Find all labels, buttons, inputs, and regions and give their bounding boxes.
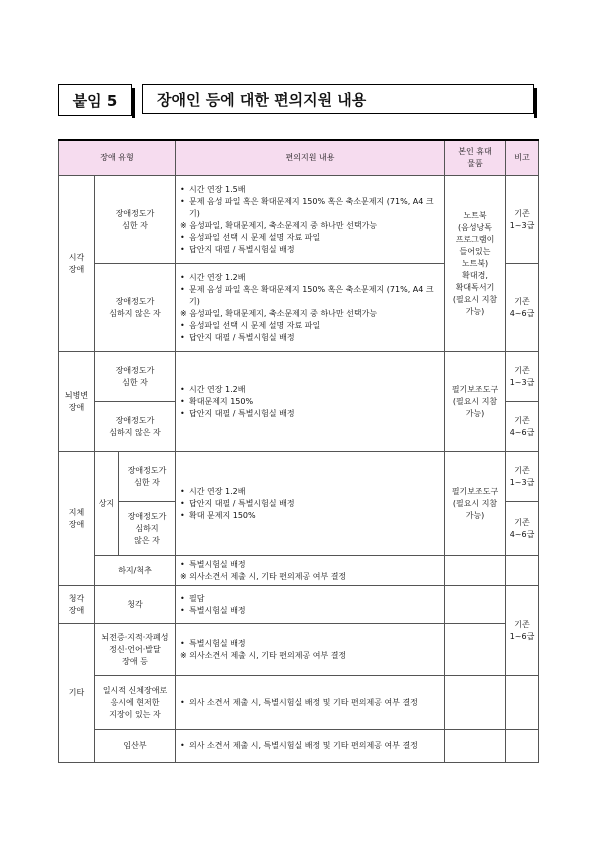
brain-severe-note: 기존 1~3급 xyxy=(506,352,539,402)
physical-mild-label: 장애정도가 심하지 않은 자 xyxy=(119,502,176,556)
hearing-items xyxy=(176,586,445,624)
list-item: • 필담 xyxy=(180,593,441,605)
category-physical: 지체 장애 xyxy=(59,452,95,586)
brain-mild-note: 기존 4~6급 xyxy=(506,402,539,452)
table-row xyxy=(59,624,539,676)
other-dev-items xyxy=(176,624,445,676)
physical-items xyxy=(176,452,445,556)
table-row xyxy=(59,452,539,502)
empty-cell xyxy=(445,586,506,624)
visual-mild-items xyxy=(176,264,445,352)
list-item: • 답안지 대필 / 특별시험실 배정 xyxy=(180,244,441,256)
table-row xyxy=(59,176,539,264)
other-temp-label: 일시적 신체장애로 응시에 현저한 지장이 있는 자 xyxy=(95,676,176,730)
list-item: • 특별시험실 배정 xyxy=(180,605,441,617)
list-item: • 시간 연장 1.2배 xyxy=(180,486,441,498)
list-item: ※ 의사소견서 제출 시, 기타 편의제공 여부 결정 xyxy=(180,650,347,660)
category-other: 기타 xyxy=(59,624,95,763)
brain-device: 필기보조도구 (필요시 지참 가능) xyxy=(445,352,506,452)
list-item: • 시간 연장 1.5배 xyxy=(180,184,441,196)
visual-severe-note: 기존 1~3급 xyxy=(506,176,539,264)
list-item: ※ 음성파일, 확대문제지, 축소문제지 중 하나만 선택가능 xyxy=(180,220,378,230)
table-row xyxy=(59,676,539,730)
empty-cell xyxy=(445,676,506,730)
other-temp-items xyxy=(176,676,445,730)
hearing-note: 기존 1~6급 xyxy=(506,586,539,676)
list-item: • 확대문제지 150% xyxy=(180,396,441,408)
empty-cell xyxy=(445,556,506,586)
list-item: • 특별시험실 배정 xyxy=(180,559,441,571)
visual-mild-note: 기존 4~6급 xyxy=(506,264,539,352)
header-device: 본인 휴대 물품 xyxy=(445,140,506,176)
list-item: • 답안지 대필 / 특별시험실 배정 xyxy=(180,332,441,344)
physical-device: 필기보조도구 (필요시 지참 가능) xyxy=(445,452,506,556)
category-brain: 뇌병변 장애 xyxy=(59,352,95,452)
list-item: • 문제 음성 파일 혹은 확대문제지 150% 혹은 축소문제지 (71%, A4 크기) xyxy=(180,196,441,220)
category-visual: 시각 장애 xyxy=(59,176,95,352)
empty-cell xyxy=(506,730,539,763)
list-item: • 특별시험실 배정 xyxy=(180,638,441,650)
list-item: • 시간 연장 1.2배 xyxy=(180,384,441,396)
visual-severe-items xyxy=(176,176,445,264)
brain-severe-label: 장애정도가 심한 자 xyxy=(95,352,176,402)
support-table xyxy=(58,139,539,763)
brain-mild-label: 장애정도가 심하지 않은 자 xyxy=(95,402,176,452)
page-title: 장애인 등에 대한 편의지원 내용 xyxy=(142,84,534,114)
header-support: 편의지원 내용 xyxy=(176,140,445,176)
hearing-label: 청각 xyxy=(95,586,176,624)
list-item: • 답안지 대필 / 특별시험실 배정 xyxy=(180,498,441,510)
list-item: • 확대 문제지 150% xyxy=(180,510,441,522)
other-preg-label: 임산부 xyxy=(95,730,176,763)
list-item: • 시간 연장 1.2배 xyxy=(180,272,441,284)
header-type: 장애 유형 xyxy=(59,140,176,176)
other-preg-items xyxy=(176,730,445,763)
list-item: ※ 음성파일, 확대문제지, 축소문제지 중 하나만 선택가능 xyxy=(180,308,378,318)
physical-upper-label: 상지 xyxy=(95,452,119,556)
table-row xyxy=(59,556,539,586)
empty-cell xyxy=(506,556,539,586)
physical-severe-label: 장애정도가 심한 자 xyxy=(119,452,176,502)
list-item: • 의사 소견서 제출 시, 특별시험실 배정 및 기타 편의제공 여부 결정 xyxy=(180,697,441,709)
physical-lower-items xyxy=(176,556,445,586)
empty-cell xyxy=(445,730,506,763)
visual-mild-label: 장애정도가 심하지 않은 자 xyxy=(95,264,176,352)
table-row xyxy=(59,352,539,402)
visual-severe-label: 장애정도가 심한 자 xyxy=(95,176,176,264)
list-item: • 문제 음성 파일 혹은 확대문제지 150% 혹은 축소문제지 (71%, A4 크기) xyxy=(180,284,441,308)
list-item: • 음성파일 선택 시 문제 설명 자료 파일 xyxy=(180,232,441,244)
physical-severe-note: 기존 1~3급 xyxy=(506,452,539,502)
empty-cell xyxy=(506,676,539,730)
brain-items xyxy=(176,352,445,452)
table-row xyxy=(59,586,539,624)
empty-cell xyxy=(445,624,506,676)
table-row xyxy=(59,730,539,763)
list-item: ※ 의사소견서 제출 시, 기타 편의제공 여부 결정 xyxy=(180,571,347,581)
list-item: • 음성파일 선택 시 문제 설명 자료 파일 xyxy=(180,320,441,332)
appendix-label: 붙임 5 xyxy=(58,84,132,116)
header-note: 비고 xyxy=(506,140,539,176)
physical-mild-note: 기존 4~6급 xyxy=(506,502,539,556)
category-hearing: 청각 장애 xyxy=(59,586,95,624)
list-item: • 의사 소견서 제출 시, 특별시험실 배정 및 기타 편의제공 여부 결정 xyxy=(180,740,441,752)
visual-device: 노트북 (음성낭독 프로그램이 들어있는 노트북) 확대경, 확대독서기 (필요시 지참 가능) xyxy=(445,176,506,352)
list-item: • 답안지 대필 / 특별시험실 배정 xyxy=(180,408,441,420)
table-header-row xyxy=(59,140,539,176)
physical-lower-label: 하지/척추 xyxy=(95,556,176,586)
other-dev-label: 뇌전증·지적·자폐성 정신·언어·발달 장애 등 xyxy=(95,624,176,676)
